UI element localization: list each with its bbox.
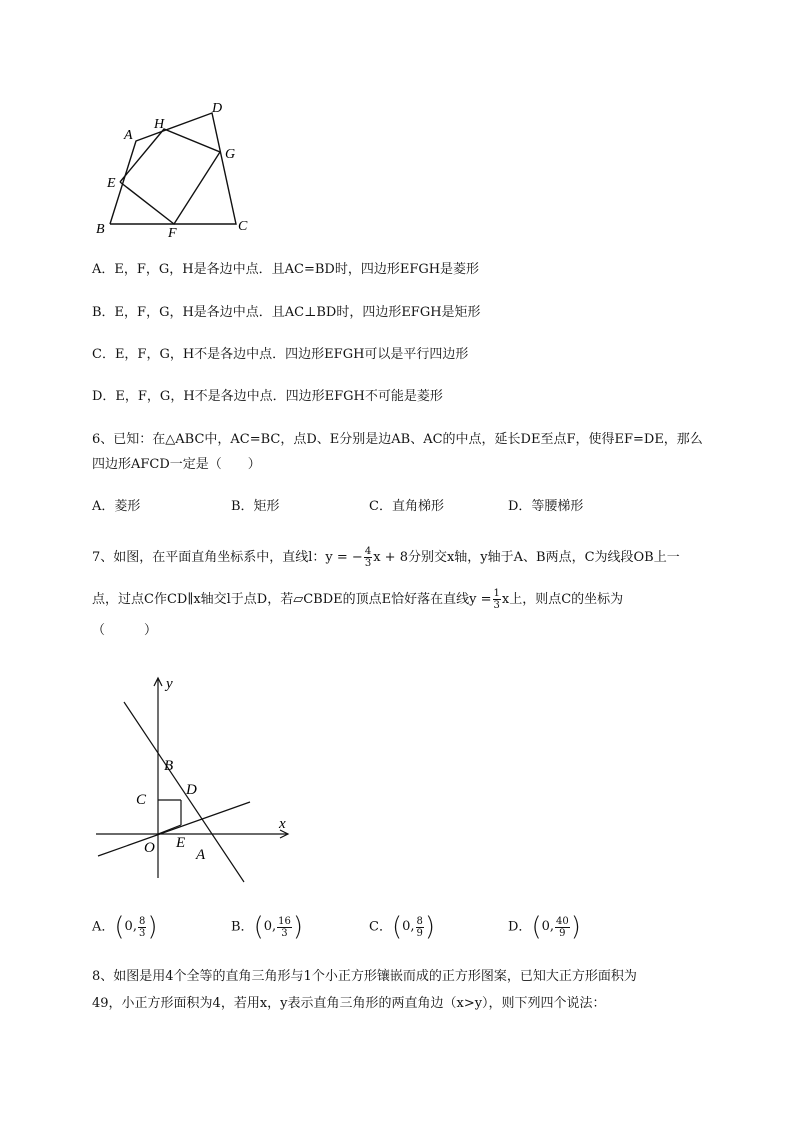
- q6-stem-line2: 四边形AFCD一定是（ ）: [92, 457, 261, 472]
- q7-line2-part-b: x上，则点C的坐标为: [501, 592, 624, 607]
- coord-zero: 0,: [541, 919, 554, 934]
- coord-fraction: [138, 916, 146, 939]
- q5-option-d: D．E，F，G，H不是各边中点．四边形EFGH不可能是菱形: [92, 389, 443, 404]
- right-paren: ): [292, 912, 304, 942]
- label-C: C: [238, 219, 248, 234]
- coord-fraction: [416, 916, 424, 939]
- right-paren: ): [147, 912, 158, 942]
- option-letter: D．: [508, 919, 532, 935]
- q7-option-b: [231, 914, 303, 940]
- left-paren: (: [531, 912, 542, 942]
- q5-option-a: A．E，F，G，H是各边中点．且AC=BD时，四边形EFGH是菱形: [92, 262, 480, 277]
- q7-option-a: [92, 914, 157, 940]
- option-letter: C．: [369, 919, 392, 935]
- left-paren: (: [391, 912, 403, 942]
- label-A: A: [124, 128, 133, 143]
- fraction-denominator: 3: [493, 600, 500, 611]
- coordinate-figure: [92, 670, 302, 890]
- fraction-numerator: 4: [364, 546, 372, 557]
- label-F: F: [168, 226, 177, 241]
- coord-fraction: [555, 916, 570, 939]
- label-D: D: [186, 782, 197, 798]
- q7-fraction-slope: [364, 546, 372, 569]
- label-y: y: [166, 676, 173, 692]
- q6-option-d: D．等腰梯形: [508, 499, 584, 514]
- fraction-numerator: 8: [138, 915, 146, 927]
- q6-option-a: A．菱形: [92, 499, 141, 514]
- q7-answer-blank: （ ）: [92, 623, 158, 638]
- right-paren: ): [570, 912, 581, 942]
- label-H: H: [154, 117, 165, 132]
- q7-line1-part-b: x + 8分别交x轴，y轴于A、B两点，C为线段OB上一: [373, 550, 680, 565]
- q8-stem-line2: 49，小正方形面积为4，若用x，y表示直角三角形的两直角边（x>y），则下列四个说法：: [92, 996, 606, 1011]
- label-O: O: [144, 840, 155, 856]
- q6-option-c: C．直角梯形: [369, 499, 444, 514]
- left-paren: (: [114, 912, 125, 942]
- fraction-numerator: 1: [493, 588, 500, 599]
- label-G: G: [225, 147, 236, 162]
- coord-zero: 0,: [124, 919, 137, 934]
- label-D: D: [212, 101, 223, 116]
- fraction-denominator: 3: [138, 927, 146, 939]
- fraction-denominator: 3: [281, 927, 288, 939]
- right-paren: ): [424, 912, 436, 942]
- q7-stem-line1: [92, 546, 680, 569]
- q7-option-c: [369, 914, 435, 940]
- coord-zero: 0,: [402, 919, 415, 934]
- fraction-denominator: 9: [416, 927, 423, 939]
- q5-option-b: B．E，F，G，H是各边中点．且AC⊥BD时，四边形EFGH是矩形: [92, 305, 481, 320]
- fraction-denominator: 9: [559, 927, 566, 939]
- fraction-numerator: 8: [416, 915, 423, 927]
- left-paren: (: [253, 912, 264, 942]
- coord-fraction: [277, 916, 292, 939]
- fraction-denominator: 3: [364, 558, 372, 569]
- label-B: B: [164, 758, 174, 774]
- q7-stem-line2: [92, 588, 623, 611]
- label-B: B: [96, 222, 105, 237]
- segment-oe: [158, 825, 181, 834]
- coord-zero: 0,: [263, 919, 277, 934]
- fraction-numerator: 16: [278, 915, 291, 927]
- label-C: C: [136, 792, 147, 808]
- q6-option-b: B．矩形: [231, 499, 280, 514]
- label-A: A: [196, 847, 206, 863]
- q6-stem-line1: 6、已知：在△ABC中，AC=BC，点D、E分别是边AB、AC的中点，延长DE至点F，使得EF=DE，那么: [92, 432, 703, 447]
- q8-stem-line1: 8、如图是用4个全等的直角三角形与1个小正方形镶嵌而成的正方形图案，已知大正方形面积为: [92, 969, 637, 984]
- option-letter: A．: [92, 919, 115, 935]
- line-y-third-x: [98, 802, 250, 856]
- q7-line2-part-a: 点，过点C作CD∥x轴交l于点D，若▱CBDE的顶点E恰好落在直线y =: [92, 592, 492, 607]
- option-letter: B．: [231, 919, 254, 935]
- q5-option-c: C．E，F，G，H不是各边中点．四边形EFGH可以是平行四边形: [92, 347, 469, 362]
- quadrilateral-figure: [88, 96, 258, 241]
- label-x: x: [279, 816, 286, 832]
- q7-option-d: [508, 914, 581, 940]
- fraction-numerator: 40: [556, 915, 569, 927]
- q7-line1-part-a: 7、如图，在平面直角坐标系中，直线l：y = −: [92, 550, 363, 565]
- q7-fraction-line-e: [493, 588, 501, 611]
- label-E: E: [107, 176, 116, 191]
- label-E: E: [176, 835, 186, 851]
